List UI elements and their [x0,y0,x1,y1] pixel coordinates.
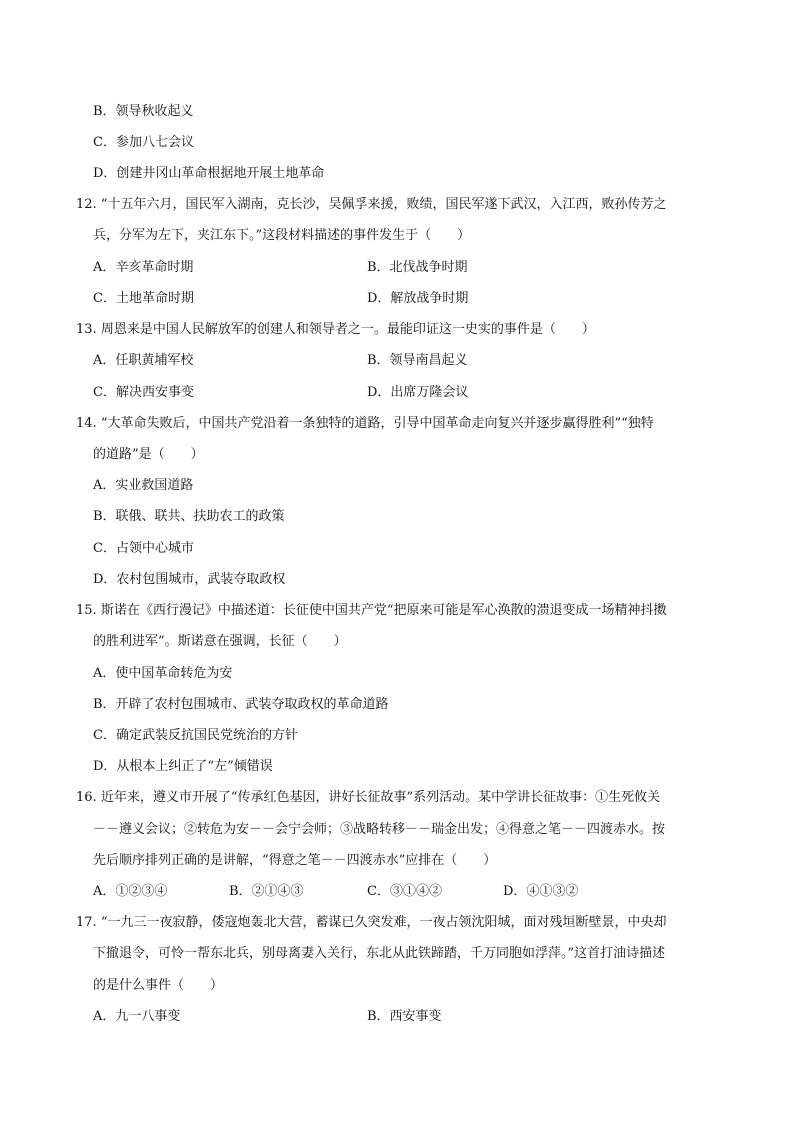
q11-option-c: C．参加八七会议 [93,135,194,150]
q14-option-b: B．联俄、联共、扶助农工的政策 [93,509,285,524]
q17-stem-line-2: 下撤退令，可怜一帮东北兵，别母离妻入关行，东北从此铁蹄踏，千万同胞如浮萍。”这首打油诗描述 [93,946,666,961]
q16-option-b: B．②①④③ [229,884,304,899]
q14-option-d: D．农村包围城市，武装夺取政权 [93,572,286,587]
q17-stem-line-3: 的是什么事件（ ） [93,978,224,993]
q16-number: 16. [76,790,97,805]
q16-option-d: D．④①③② [503,884,579,899]
q13-option-d: D．出席万隆会议 [367,385,469,400]
q17-stem-line-1 [76,915,666,931]
q13-option-b: B．领导南昌起义 [367,353,468,368]
q12-stem-text-1: “十五年六月，国民军入湖南，克长沙，吴佩孚来援，败绩，国民军遂下武汉，入江西，败孙传芳之 [100,197,667,212]
q16-stem-line-2: －－遵义会议；②转危为安－－会宁会师；③战略转移－－瑞金出发；④得意之笔－－四渡赤水。按 [93,822,666,837]
q14-option-a: A．实业救国道路 [93,478,194,493]
q13-option-c: C．解决西安事变 [93,385,194,400]
q14-stem-line-2: 的道路”是（ ） [93,447,204,462]
q14-number: 14. [76,416,97,431]
q17-option-b: B．西安事变 [367,1009,442,1024]
q15-option-a: A．使中国革命转危为安 [93,666,233,681]
q16-stem-text-1: 近年来，遵义市开展了“传承红色基因，讲好长征故事”系列活动。某中学讲长征故事：①生死攸关 [100,790,661,805]
q17-option-a: A．九一八事变 [93,1009,181,1024]
q15-number: 15. [76,603,97,618]
q13-number: 13. [76,322,97,337]
q12-option-c: C．土地革命时期 [93,291,194,306]
q13-stem-text-1: 周恩来是中国人民解放军的创建人和领导者之一。最能印证这一史实的事件是（ ） [100,322,595,337]
q15-stem-line-1 [76,603,666,619]
q14-stem-line-1 [76,416,654,432]
q15-option-c: C．确定武装反抗国民党统治的方针 [93,728,298,743]
q13-stem-line-1 [76,322,595,338]
q12-option-b: B．北伐战争时期 [367,260,468,275]
q12-stem-line-2: 兵，分军为左下，夹江东下。”这段材料描述的事件发生于（ ） [93,228,471,243]
q16-stem-line-1 [76,790,660,806]
q12-stem-line-1 [76,197,666,213]
q12-number: 12. [76,197,97,212]
q14-stem-text-1: “大革命失败后，中国共产党沿着一条独特的道路，引导中国革命走向复兴并逐步赢得胜利”“独特 [100,416,654,431]
q13-option-a: A．任职黄埔军校 [93,353,194,368]
q15-stem-line-2: 的胜利进军”。斯诺意在强调，长征（ ） [93,634,347,649]
q12-option-d: D．解放战争时期 [367,291,469,306]
q14-option-c: C．占领中心城市 [93,541,194,556]
q15-option-b: B．开辟了农村包围城市、武装夺取政权的革命道路 [93,697,389,712]
q16-option-a: A．①②③④ [93,884,168,899]
q15-option-d: D．从根本上纠正了“左”倾错误 [93,759,273,774]
q17-stem-text-1: “一九三一夜寂静，倭寇炮轰北大营，蓄谋已久突发难，一夜占领沈阳城，面对残垣断壁景，中央却 [100,915,667,930]
q11-option-b: B．领导秋收起义 [93,104,194,119]
q15-stem-text-1: 斯诺在《西行漫记》中描述道：长征使中国共产党“把原来可能是军心涣散的溃退变成一场精神抖擞 [100,603,667,618]
q16-option-c: C．③①④② [367,884,442,899]
q16-stem-line-3: 先后顺序排列正确的是讲解，“得意之笔－－四渡赤水”应排在（ ） [93,853,497,868]
q12-option-a: A．辛亥革命时期 [93,260,194,275]
q11-option-d: D．创建井冈山革命根据地开展土地革命 [93,166,325,181]
q17-number: 17. [76,915,97,930]
